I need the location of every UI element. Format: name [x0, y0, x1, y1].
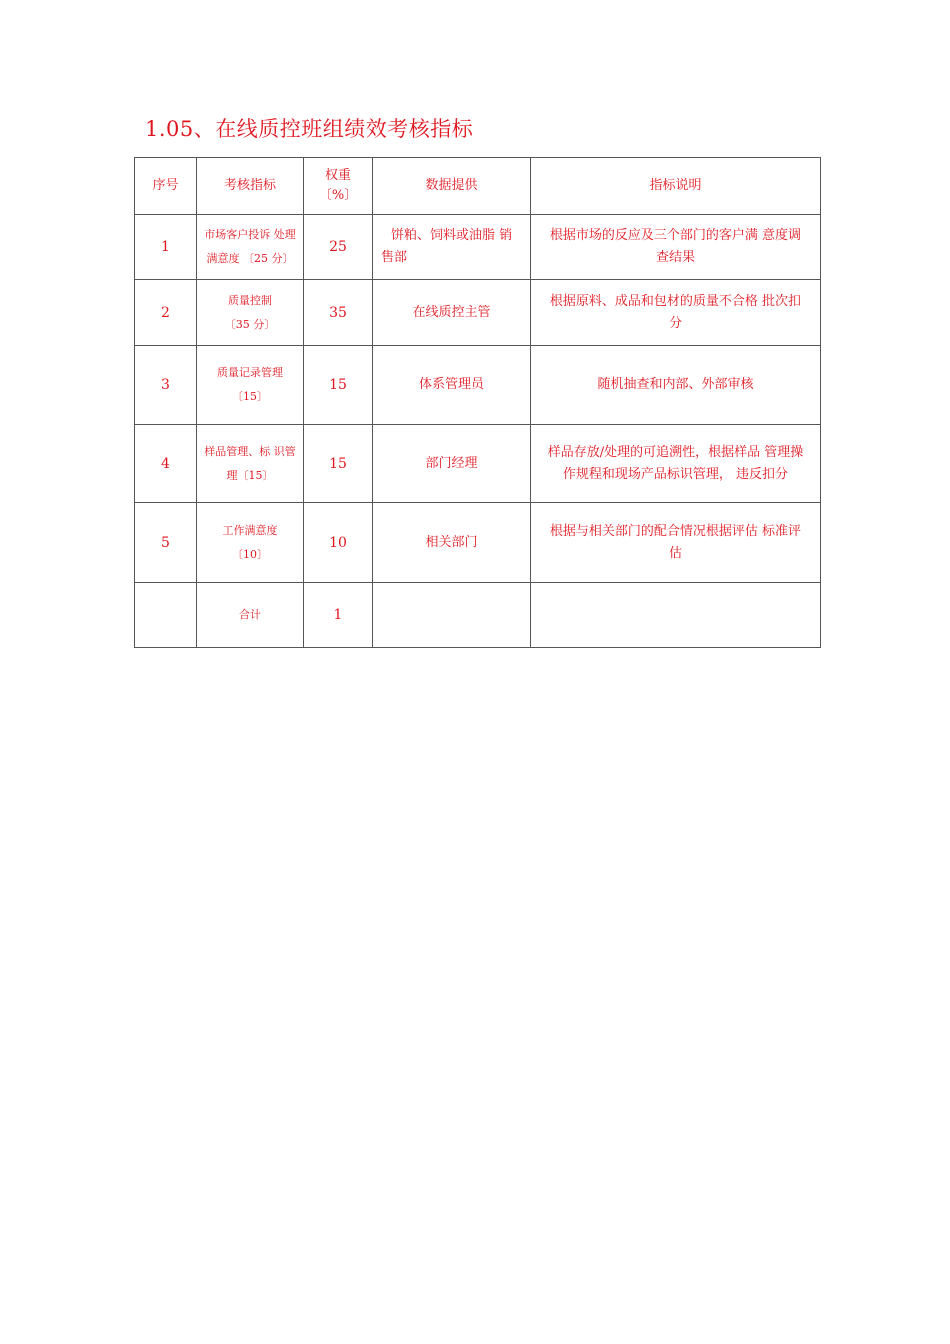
header-indicator: 考核指标: [197, 158, 304, 215]
source-line: 售部: [381, 250, 408, 265]
description-line: 样品存放/处理的可追溯性，根据样品 管理操: [547, 444, 804, 460]
table-row: [135, 503, 821, 583]
weight-cell: 25: [304, 215, 373, 280]
weight-cell: 15: [304, 346, 373, 425]
indicator-cell: [197, 280, 304, 346]
indicator-line: 质量控制: [228, 293, 272, 307]
indicator-cell: [197, 503, 304, 583]
header-source: 数据提供: [373, 158, 531, 215]
header-weight-line2: 〔%〕: [318, 188, 358, 203]
description-line: 作规程和现场产品标识管理， 违反扣分: [562, 466, 789, 482]
header-description: 指标说明: [531, 158, 821, 215]
seq-cell: 3: [135, 346, 197, 425]
indicator-line: 样品管理、标 识管: [204, 444, 296, 458]
kpi-table: [134, 157, 821, 648]
table-row: [135, 280, 821, 346]
indicator-line: 满意度 〔25 分〕: [206, 252, 294, 265]
description-cell: [531, 215, 821, 280]
indicator-line: 〔10〕: [232, 547, 268, 561]
indicator-cell: [197, 215, 304, 280]
total-seq-cell: [135, 583, 197, 648]
weight-cell: 10: [304, 503, 373, 583]
description-cell: [531, 503, 821, 583]
total-source-cell: [373, 583, 531, 648]
table-total-row: [135, 583, 821, 648]
indicator-line: 质量记录管理: [217, 366, 283, 379]
description-line: 分: [668, 315, 682, 331]
header-seq: 序号: [135, 158, 197, 215]
indicator-cell: [197, 425, 304, 503]
header-weight-line1: 权重: [324, 168, 351, 183]
description-line: 查结果: [655, 250, 695, 265]
source-cell: 在线质控主管: [373, 280, 531, 346]
description-line: 根据与相关部门的配合情况根据评估 标准评: [549, 523, 802, 539]
seq-cell: 5: [135, 503, 197, 583]
indicator-line: 理〔15〕: [226, 468, 274, 482]
source-line: 饼粕、饲料或油脂 销: [391, 228, 513, 243]
indicator-line: 市场客户投诉 处理: [204, 228, 296, 241]
table-header-row: [135, 158, 821, 215]
indicator-line: 工作满意度: [222, 523, 278, 537]
total-label: 合计: [197, 583, 304, 648]
description-cell: [531, 280, 821, 346]
total-description-cell: [531, 583, 821, 648]
table-row: [135, 425, 821, 503]
total-weight: 1: [304, 583, 373, 648]
source-cell: 体系管理员: [373, 346, 531, 425]
table-row: [135, 346, 821, 425]
description-line: 根据原料、成品和包材的质量不合格 批次扣: [549, 293, 802, 309]
description-cell: [531, 425, 821, 503]
description-cell: 随机抽查和内部、外部审核: [531, 346, 821, 425]
source-cell: 相关部门: [373, 503, 531, 583]
seq-cell: 4: [135, 425, 197, 503]
description-line: 根据市场的反应及三个部门的客户满 意度调: [549, 228, 802, 243]
seq-cell: 1: [135, 215, 197, 280]
indicator-cell: [197, 346, 304, 425]
source-cell: 部门经理: [373, 425, 531, 503]
indicator-line: 〔35 分〕: [224, 317, 276, 331]
weight-cell: 35: [304, 280, 373, 346]
indicator-line: 〔15〕: [232, 390, 268, 403]
seq-cell: 2: [135, 280, 197, 346]
source-cell: [373, 215, 531, 280]
description-line: 估: [668, 545, 682, 561]
weight-cell: 15: [304, 425, 373, 503]
document-title: 1.05、在线质控班组绩效考核指标: [145, 117, 474, 141]
table-row: [135, 215, 821, 280]
header-weight: [304, 158, 373, 215]
